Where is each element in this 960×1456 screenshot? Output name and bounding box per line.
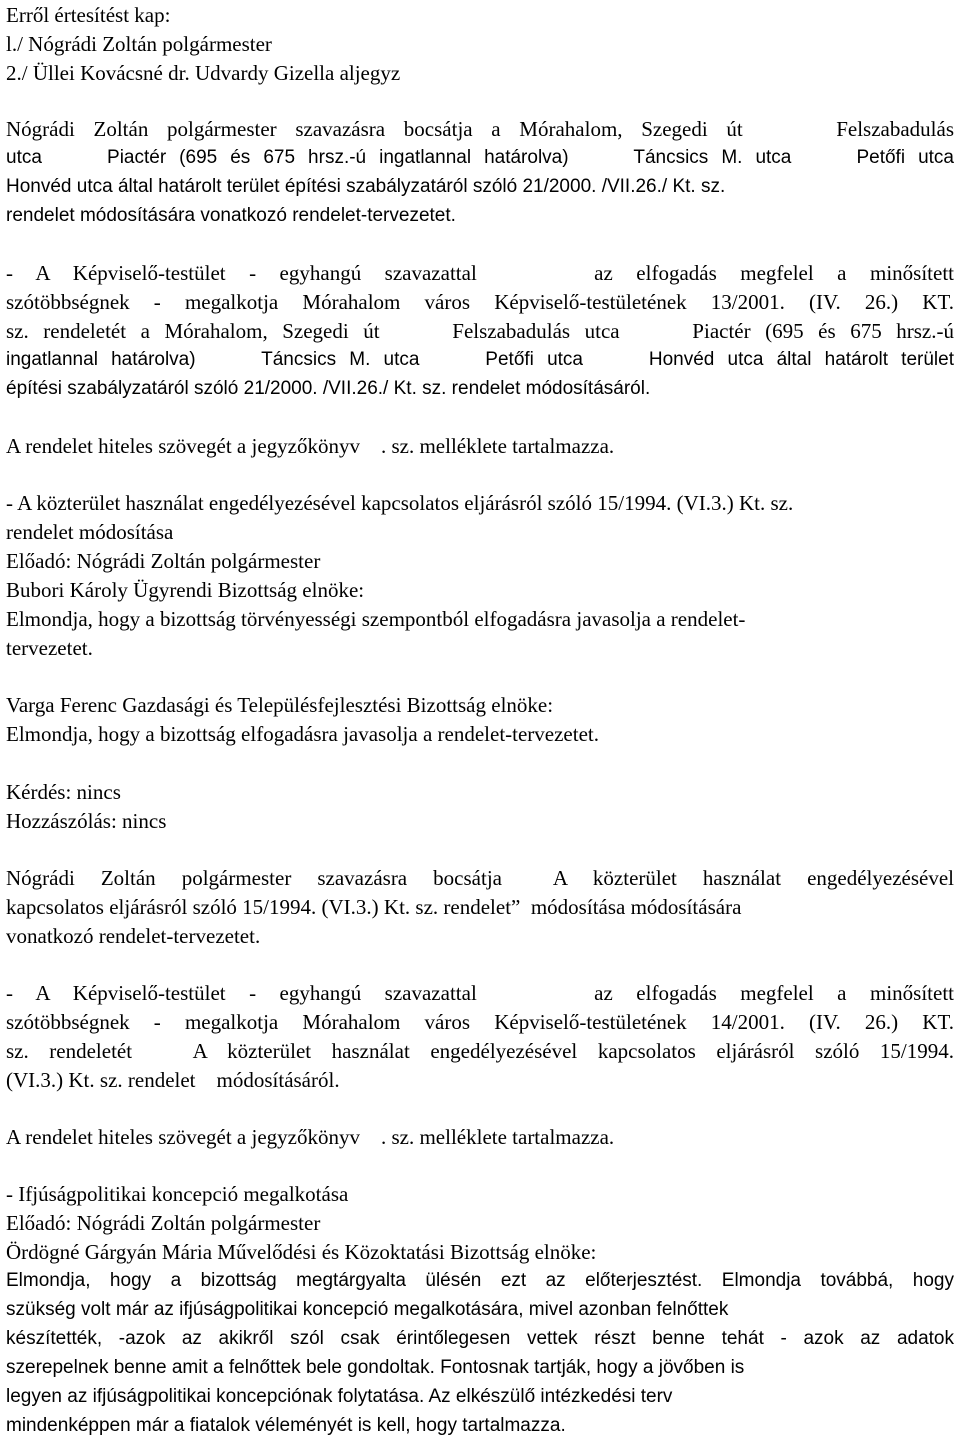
paragraph-line: A rendelet hiteles szövegét a jegyzőkönyv . sz. melléklete tartalmazza. bbox=[6, 1125, 615, 1149]
paragraph-line: Elmondja, hogy a bizottság törvényességi szempontból elfogadásra javasolja a rendelet- bbox=[6, 607, 746, 631]
paragraph-line: szótöbbségnek - megalkotja Mórahalom város Képviselő-testületének 14/2001. (IV. 26.) KT. bbox=[6, 1010, 954, 1034]
paragraph-line: - A közterület használat engedélyezésével kapcsolatos eljárásról szóló 15/1994. (VI.3.) Kt. sz. bbox=[6, 491, 794, 515]
paragraph-line: szerepelnek benne amit a felnőttek bele gondoltak. Fontosnak tartják, hogy a jövőben is bbox=[6, 1357, 745, 1378]
notify-item: l./ Nógrádi Zoltán polgármester bbox=[6, 32, 272, 56]
paragraph-line: A rendelet hiteles szövegét a jegyzőkönyv . sz. melléklete tartalmazza. bbox=[6, 434, 615, 458]
paragraph-line: - A Képviselő-testület - egyhangú szavazattal az elfogadás megfelel a minősített bbox=[6, 981, 954, 1005]
paragraph-line: - Ifjúságpolitikai koncepció megalkotása bbox=[6, 1182, 349, 1206]
paragraph-line: sz. rendeletét a Mórahalom, Szegedi út Felszabadulás utca Piactér (695 és 675 hrsz.-ú bbox=[6, 319, 954, 343]
paragraph-line: Előadó: Nógrádi Zoltán polgármester bbox=[6, 1211, 321, 1235]
paragraph-line: tervezetet. bbox=[6, 636, 93, 660]
paragraph-line: szükség volt már az ifjúságpolitikai koncepció megalkotására, mivel azonban felnőttek bbox=[6, 1299, 729, 1320]
paragraph-line: rendelet módosítása bbox=[6, 520, 174, 544]
paragraph-line: Kérdés: nincs bbox=[6, 780, 121, 804]
paragraph-line: mindenképpen már a fiatalok véleményét is kell, hogy tartalmazza. bbox=[6, 1415, 566, 1436]
paragraph-line: ingatlannal határolva) Táncsics M. utca Petőfi utca Honvéd utca által határolt terület bbox=[6, 349, 954, 370]
paragraph-line: Ördögné Gárgyán Mária Művelődési és Közoktatási Bizottság elnöke: bbox=[6, 1240, 597, 1264]
paragraph-line: Elmondja, hogy a bizottság megtárgyalta ülésén ezt az előterjesztést. Elmondja továbbá, hogy bbox=[6, 1270, 954, 1291]
paragraph-line: vonatkozó rendelet-tervezetet. bbox=[6, 924, 261, 948]
notify-item: 2./ Üllei Kovácsné dr. Udvardy Gizella aljegyz bbox=[6, 61, 401, 85]
paragraph-line: Hozzászólás: nincs bbox=[6, 809, 167, 833]
paragraph-line: szótöbbségnek - megalkotja Mórahalom város Képviselő-testületének 13/2001. (IV. 26.) KT. bbox=[6, 290, 954, 314]
paragraph-line: Előadó: Nógrádi Zoltán polgármester bbox=[6, 549, 321, 573]
paragraph-line: kapcsolatos eljárásról szóló 15/1994. (VI.3.) Kt. sz. rendelet” módosítása módosítására bbox=[6, 895, 742, 919]
paragraph-line: Nógrádi Zoltán polgármester szavazásra bocsátja a Mórahalom, Szegedi út Felszabadulás bbox=[6, 117, 954, 141]
notify-heading: Erről értesítést kap: bbox=[6, 3, 171, 27]
paragraph-line: sz. rendeletét A közterület használat engedélyezésével kapcsolatos eljárásról szóló 15/1994. bbox=[6, 1039, 954, 1063]
paragraph-line: (VI.3.) Kt. sz. rendelet módosításáról. bbox=[6, 1068, 340, 1092]
paragraph-line: Varga Ferenc Gazdasági és Településfejlesztési Bizottság elnöke: bbox=[6, 693, 554, 717]
paragraph-line: Elmondja, hogy a bizottság elfogadásra javasolja a rendelet-tervezetet. bbox=[6, 722, 599, 746]
paragraph-line: Nógrádi Zoltán polgármester szavazásra bocsátja A közterület használat engedélyezésével bbox=[6, 866, 954, 890]
paragraph-line: utca Piactér (695 és 675 hrsz.-ú ingatlannal határolva) Táncsics M. utca Petőfi utca bbox=[6, 147, 954, 168]
paragraph-line: legyen az ifjúságpolitikai koncepciónak folytatása. Az elkészülő intézkedési terv bbox=[6, 1386, 673, 1407]
paragraph-line: készítették, -azok az akikről szól csak érintőlegesen vettek részt benne tehát - azok az adatok bbox=[6, 1328, 954, 1349]
paragraph-line: építési szabályzatáról szóló 21/2000. /VII.26./ Kt. sz. rendelet módosításáról. bbox=[6, 378, 651, 399]
paragraph-line: Bubori Károly Ügyrendi Bizottság elnöke: bbox=[6, 578, 365, 602]
paragraph-line: Honvéd utca által határolt terület építési szabályzatáról szóló 21/2000. /VII.26./ Kt. sz. bbox=[6, 176, 726, 197]
paragraph-line: - A Képviselő-testület - egyhangú szavazattal az elfogadás megfelel a minősített bbox=[6, 261, 954, 285]
paragraph-line: rendelet módosítására vonatkozó rendelet-tervezetet. bbox=[6, 205, 456, 226]
